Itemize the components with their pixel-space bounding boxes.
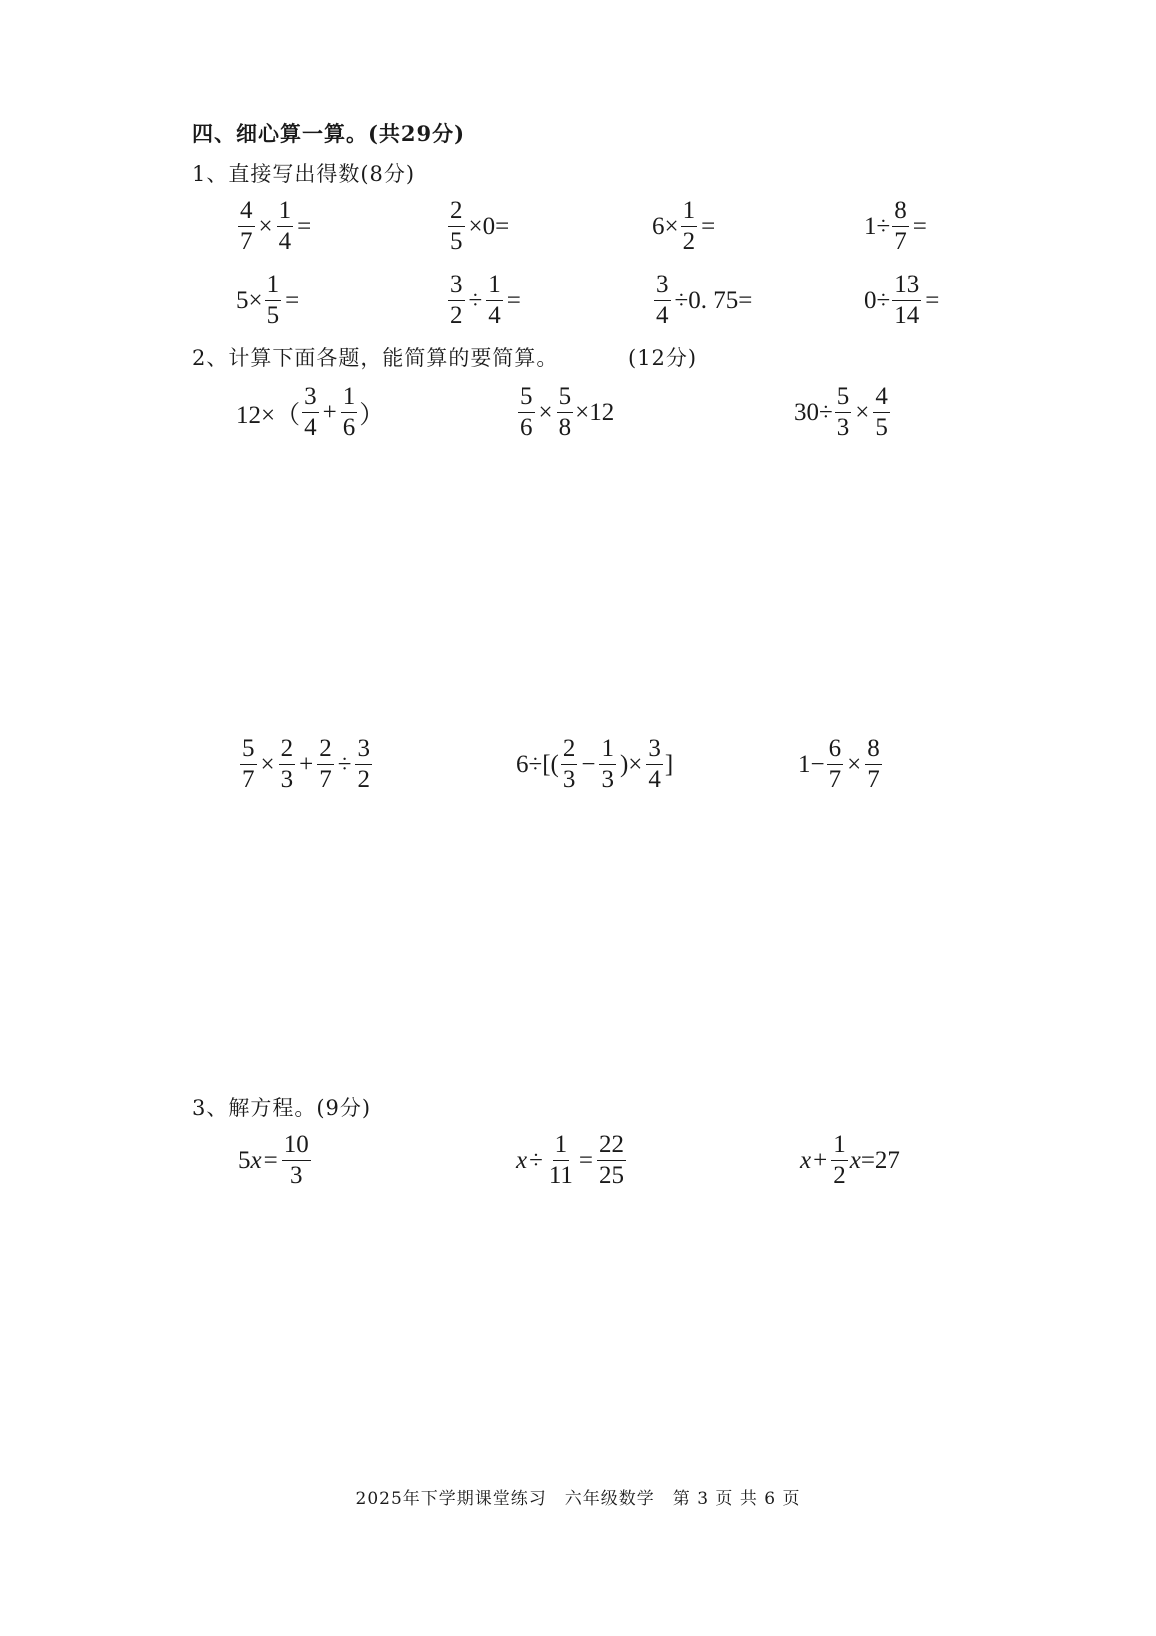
numerator: 1 (599, 736, 616, 765)
operator: + (299, 750, 314, 778)
numerator: 3 (448, 272, 465, 301)
numerator: 3 (302, 384, 319, 413)
denominator: 2 (682, 228, 696, 256)
equals-sign: = (578, 1146, 594, 1174)
fraction (561, 736, 578, 794)
fraction (646, 736, 663, 794)
fraction (240, 736, 257, 794)
equals-sign: = (263, 1146, 278, 1174)
fraction (448, 198, 465, 256)
denominator: 4 (304, 414, 317, 442)
denominator: 11 (548, 1162, 573, 1190)
fraction (865, 736, 882, 794)
denominator: 3 (289, 1162, 303, 1190)
variable: x (250, 1146, 262, 1174)
operator: × (258, 212, 273, 240)
q2-expression-5 (516, 736, 673, 794)
expression-lead: 1− (798, 750, 825, 778)
variable: x (849, 1146, 861, 1174)
equals-sign: = (925, 286, 940, 314)
q1-item-7 (652, 272, 754, 330)
denominator: 14 (894, 302, 920, 330)
numerator: 2 (279, 736, 296, 765)
numerator: 5 (835, 384, 852, 413)
numerator: 1 (277, 198, 294, 227)
numerator: 6 (827, 736, 844, 765)
numerator: 2 (561, 736, 578, 765)
denominator: 4 (648, 766, 661, 794)
numerator: 13 (892, 272, 921, 301)
q3-equation-3 (800, 1132, 900, 1190)
fraction (448, 272, 465, 330)
numerator: 1 (681, 198, 698, 227)
fraction (547, 1132, 575, 1190)
section-title: 四、细心算一算。(共29分) (192, 121, 466, 146)
q1-item-5 (236, 272, 301, 330)
q2-expression-1 (236, 384, 384, 442)
q2-title: 2、计算下面各题，能简算的要简算。 (192, 346, 559, 370)
q3-equation-1 (238, 1132, 313, 1190)
operator: + (813, 1146, 828, 1174)
fraction (265, 272, 282, 330)
variable: x (800, 1146, 812, 1174)
numerator: 1 (265, 272, 282, 301)
denominator: 4 (488, 302, 501, 330)
numerator: 1 (486, 272, 503, 301)
operator: )× (619, 750, 643, 778)
q1-item-2 (446, 198, 511, 256)
expression-tail: ] (664, 750, 674, 778)
numerator: 3 (355, 736, 372, 765)
expression-lead: 6× (652, 212, 679, 240)
operator: ÷ (529, 1146, 543, 1174)
q2-expression-3 (794, 384, 892, 442)
fraction (557, 384, 574, 442)
fraction (277, 198, 294, 256)
q1-item-1 (236, 198, 313, 256)
coefficient: 5 (238, 1146, 251, 1174)
operator: − (581, 750, 596, 778)
numerator: 8 (865, 736, 882, 765)
operator: × (847, 750, 862, 778)
expression-tail: ÷0. 75= (674, 286, 753, 314)
fraction (518, 384, 535, 442)
equals-sign: = (285, 286, 300, 314)
operator: × (260, 750, 275, 778)
fraction (341, 384, 358, 442)
denominator: 7 (240, 228, 253, 256)
q2-expression-4 (238, 736, 374, 794)
q2-score: (12分) (628, 346, 698, 370)
equals-sign: = (701, 212, 716, 240)
fraction (654, 272, 671, 330)
denominator: 8 (558, 414, 572, 442)
numerator: 1 (553, 1132, 570, 1161)
expression-lead: 5× (236, 286, 263, 314)
numerator: 2 (317, 736, 334, 765)
denominator: 7 (319, 766, 332, 794)
fraction (238, 198, 255, 256)
fraction (835, 384, 852, 442)
denominator: 2 (357, 766, 370, 794)
q1-item-6 (446, 272, 523, 330)
q3-title: 3、解方程。(9分) (192, 1096, 372, 1120)
fraction (873, 384, 890, 442)
denominator: 7 (242, 766, 255, 794)
denominator: 3 (562, 766, 576, 794)
page-footer: 2025年下学期课堂练习 六年级数学 第 3 页 共 6 页 (355, 1489, 801, 1509)
denominator: 5 (266, 302, 280, 330)
q1-item-8 (864, 272, 941, 330)
expression-lead: 0÷ (864, 286, 891, 314)
denominator: 7 (828, 766, 842, 794)
fraction (279, 736, 296, 794)
numerator: 1 (341, 384, 358, 413)
fraction (892, 198, 909, 256)
denominator: 3 (836, 414, 850, 442)
operator: + (322, 398, 337, 426)
numerator: 4 (238, 198, 255, 227)
numerator: 5 (518, 384, 535, 413)
fraction (831, 1132, 848, 1190)
fraction (681, 198, 698, 256)
fraction (355, 736, 372, 794)
denominator: 5 (450, 228, 463, 256)
fraction (597, 1132, 626, 1190)
q1-item-3 (652, 198, 717, 256)
denominator: 25 (599, 1162, 625, 1190)
equals-sign: = (912, 212, 927, 240)
denominator: 4 (278, 228, 292, 256)
denominator: 4 (656, 302, 669, 330)
numerator: 8 (892, 198, 909, 227)
numerator: 10 (282, 1132, 311, 1161)
equals-sign: = (297, 212, 312, 240)
denominator: 3 (601, 766, 614, 794)
denominator: 7 (894, 228, 907, 256)
fraction (282, 1132, 311, 1190)
fraction (486, 272, 503, 330)
q2-expression-6 (798, 736, 884, 794)
denominator: 7 (867, 766, 880, 794)
denominator: 5 (875, 414, 888, 442)
expression-tail: =27 (860, 1146, 900, 1174)
equals-sign: = (506, 286, 521, 314)
fraction (599, 736, 616, 794)
expression-lead: 6÷[( (516, 750, 559, 778)
fraction (317, 736, 334, 794)
q2-expression-2 (516, 384, 614, 442)
q1-item-4 (864, 198, 929, 256)
denominator: 6 (342, 414, 356, 442)
operator: × (538, 398, 553, 426)
expression-lead: 1÷ (864, 212, 891, 240)
fraction (827, 736, 844, 794)
numerator: 5 (240, 736, 257, 765)
numerator: 2 (448, 198, 465, 227)
expression-tail: ×12 (575, 398, 615, 426)
numerator: 3 (654, 272, 671, 301)
fraction (302, 384, 319, 442)
expression-lead: 12×（ (236, 401, 301, 429)
q3-equation-2 (516, 1132, 628, 1190)
denominator: 2 (833, 1162, 846, 1190)
expression-lead: 30÷ (794, 398, 833, 426)
denominator: 6 (520, 414, 533, 442)
expression-tail: ×0= (468, 212, 510, 240)
numerator: 4 (873, 384, 890, 413)
denominator: 3 (280, 766, 294, 794)
numerator: 1 (831, 1132, 848, 1161)
denominator: 2 (450, 302, 463, 330)
numerator: 22 (597, 1132, 626, 1161)
fraction (892, 272, 921, 330)
numerator: 5 (557, 384, 574, 413)
operator: × (855, 398, 870, 426)
variable: x (516, 1146, 528, 1174)
operator: ÷ (337, 750, 352, 778)
q1-title: 1、直接写出得数(8分) (192, 162, 416, 186)
operator: ÷ (468, 286, 483, 314)
expression-tail: ） (359, 401, 385, 429)
numerator: 3 (646, 736, 663, 765)
